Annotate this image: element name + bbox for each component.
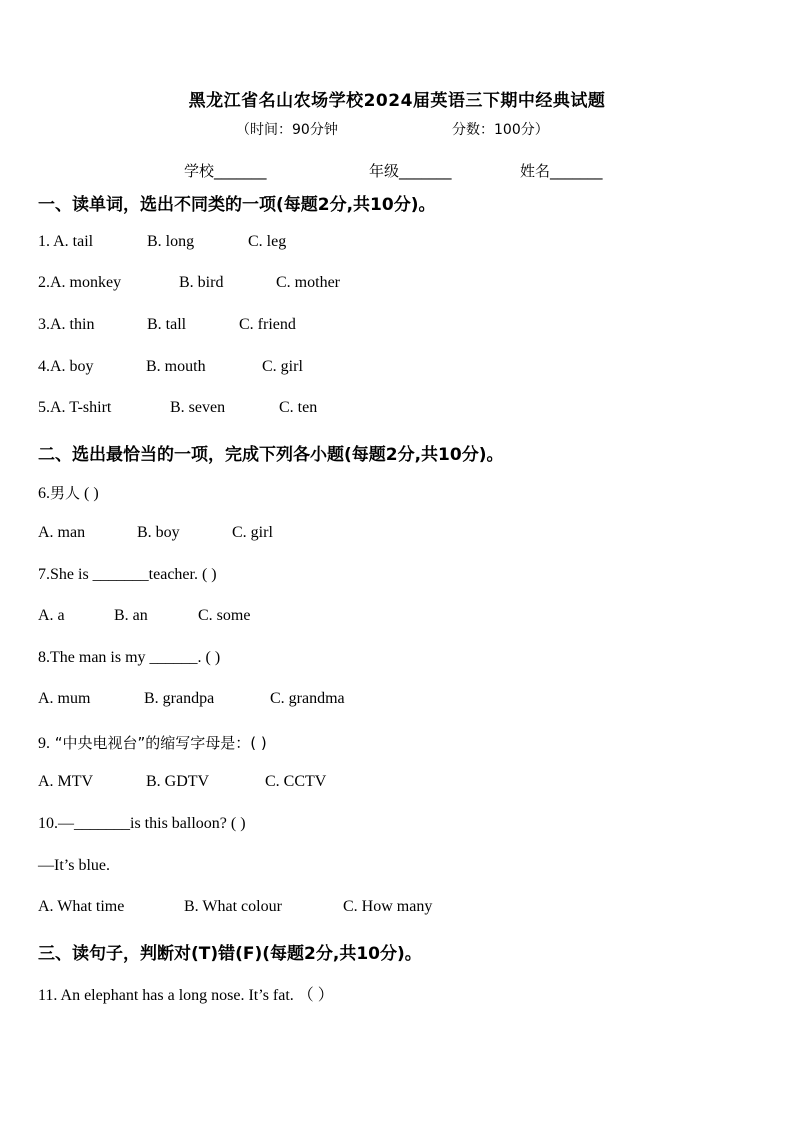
q6-option-c: C. girl: [232, 524, 273, 541]
q9-option-c: C. CCTV: [265, 773, 327, 790]
q4-option-b: B. mouth: [146, 358, 206, 375]
q9-option-b: B. GDTV: [146, 773, 210, 790]
q8-option-a: A. mum: [38, 690, 91, 707]
question-9-stem: [38, 732, 267, 753]
question-10-stem: 10.—_______is this balloon? ( ): [38, 815, 246, 832]
q6-option-b: B. boy: [137, 524, 180, 541]
q2-option-a: 2.A. monkey: [38, 274, 122, 291]
name-field: 姓名_______: [520, 162, 603, 180]
section-1-heading: 一、读单词，选出不同类的一项(每题2分,共10分)。: [38, 195, 436, 215]
q1-option-b: B. long: [147, 233, 195, 250]
q5-option-a: 5.A. T-shirt: [38, 399, 112, 416]
exam-time: （时间：90分钟: [236, 122, 338, 138]
q3-option-a: 3.A. thin: [38, 316, 95, 333]
q8-option-b: B. grandpa: [144, 690, 215, 707]
q6-number: 6.: [38, 485, 50, 502]
q7-option-c: C. some: [198, 607, 251, 624]
grade-field: 年级_______: [369, 162, 452, 180]
section-3-heading: 三、读句子，判断对(T)错(F)(每题2分,共10分)。: [38, 944, 422, 964]
question-8-stem: 8.The man is my ______. ( ): [38, 649, 221, 666]
q2-option-b: B. bird: [179, 274, 224, 291]
q5-option-b: B. seven: [170, 399, 226, 416]
q5-option-c: C. ten: [279, 399, 318, 416]
q10-option-b: B. What colour: [184, 898, 282, 915]
question-6-stem: [38, 482, 99, 503]
school-field: 学校_______: [184, 162, 267, 180]
question-11: 11. An elephant has a long nose. It’s fat. （ ）: [38, 987, 334, 1004]
q8-option-c: C. grandma: [270, 690, 345, 707]
q4-option-c: C. girl: [262, 358, 303, 375]
q9-prompt: “中央电视台”的缩写字母是：( ): [50, 734, 267, 752]
q7-option-b: B. an: [114, 607, 148, 624]
question-10-reply: —It’s blue.: [38, 857, 110, 874]
q6-option-a: A. man: [38, 524, 86, 541]
section-2-heading: 二、选出最恰当的一项，完成下列各小题(每题2分,共10分)。: [38, 445, 504, 465]
q2-option-c: C. mother: [276, 274, 340, 291]
q3-option-c: C. friend: [239, 316, 296, 333]
q6-blank: ( ): [80, 485, 99, 502]
q1-option-c: C. leg: [248, 233, 287, 250]
q4-option-a: 4.A. boy: [38, 358, 94, 375]
q7-option-a: A. a: [38, 607, 65, 624]
q9-option-a: A. MTV: [38, 773, 94, 790]
q3-option-b: B. tall: [147, 316, 187, 333]
q6-prompt: 男人: [50, 484, 81, 502]
question-7-stem: 7.She is _______teacher. ( ): [38, 566, 217, 583]
exam-score: 分数：100分）: [452, 122, 549, 138]
q1-option-a: 1. A. tail: [38, 233, 94, 250]
q9-number: 9.: [38, 735, 50, 752]
q10-option-a: A. What time: [38, 898, 125, 915]
page-title: 黑龙江省名山农场学校2024届英语三下期中经典试题: [188, 91, 606, 111]
q10-option-c: C. How many: [343, 898, 433, 915]
